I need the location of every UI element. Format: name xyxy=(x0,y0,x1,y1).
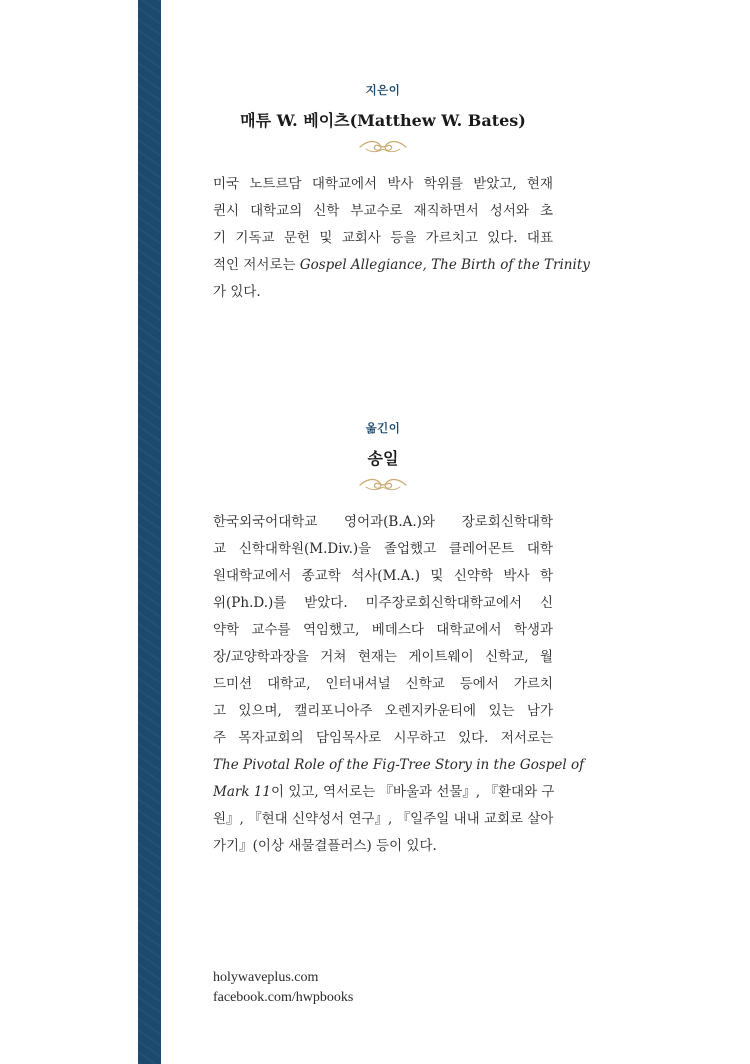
bio-line: 약학 교수를 역임했고, 베데스다 대학교에서 학생과 xyxy=(213,622,553,638)
bio-line: 가 있다. xyxy=(213,284,261,300)
bio-line: 적인 저서로는 Gospel Allegiance, The Birth of the Trinity xyxy=(213,257,590,273)
bio-line: 기 기독교 문헌 및 교회사 등을 가르치고 있다. 대표 xyxy=(213,230,553,246)
bio-line: 고 있으며, 캘리포니아주 오렌지카운티에 있는 남가 xyxy=(213,703,553,719)
flourish-ornament-icon xyxy=(358,477,408,493)
book-title: Gospel Allegiance, The Birth of the Trinity xyxy=(299,257,590,273)
book-title: The Pivotal Role of the Fig-Tree Story in the Gospel of xyxy=(213,757,585,773)
bio-line: 원』, 『현대 신약성서 연구』, 『일주일 내내 교회로 살아 xyxy=(213,811,554,827)
bio-line: 한국외국어대학교 영어과(B.A.)와 장로회신학대학 xyxy=(213,514,553,530)
left-margin xyxy=(0,0,138,1064)
bio-line: 퀸시 대학교의 신학 부교수로 재직하면서 성서와 초 xyxy=(213,203,553,219)
translator-bio xyxy=(213,509,585,860)
bio-line: 원대학교에서 종교학 석사(M.A.) 및 신약학 박사 학 xyxy=(213,568,553,584)
footer-links xyxy=(213,968,353,1008)
book-title: Mark 11 xyxy=(213,784,271,800)
website-link[interactable]: holywaveplus.com xyxy=(213,970,319,985)
translator-section xyxy=(213,420,585,860)
bio-line: 위(Ph.D.)를 받았다. 미주장로회신학대학교에서 신 xyxy=(213,595,553,611)
flourish-ornament-icon xyxy=(358,139,408,155)
translator-name: 송일 xyxy=(367,449,399,468)
bio-line: 교 신학대학원(M.Div.)을 졸업했고 클레어몬트 대학 xyxy=(213,541,553,557)
bio-line xyxy=(213,752,585,779)
author-label: 지은이 xyxy=(365,83,401,97)
spine-stripe xyxy=(138,0,161,1064)
bio-line: 드미션 대학교, 인터내셔널 신학교 등에서 가르치 xyxy=(213,676,553,692)
translator-label: 옮긴이 xyxy=(365,421,401,435)
author-name: 매튜 W. 베이츠(Matthew W. Bates) xyxy=(240,111,526,130)
bio-line: 가기』(이상 새물결플러스) 등이 있다. xyxy=(213,838,437,854)
bio-line: 주 목자교회의 담임목사로 시무하고 있다. 저서로는 xyxy=(213,730,553,746)
bio-line: 미국 노트르담 대학교에서 박사 학위를 받았고, 현재 xyxy=(213,176,553,192)
author-bio xyxy=(213,171,590,306)
author-section xyxy=(213,82,590,306)
facebook-link[interactable]: facebook.com/hwpbooks xyxy=(213,990,354,1005)
bio-line: 장/교양학과장을 거쳐 현재는 게이트웨이 신학교, 월 xyxy=(213,649,553,665)
bio-line: Mark 11이 있고, 역서로는 『바울과 선물』, 『환대와 구 xyxy=(213,784,555,800)
